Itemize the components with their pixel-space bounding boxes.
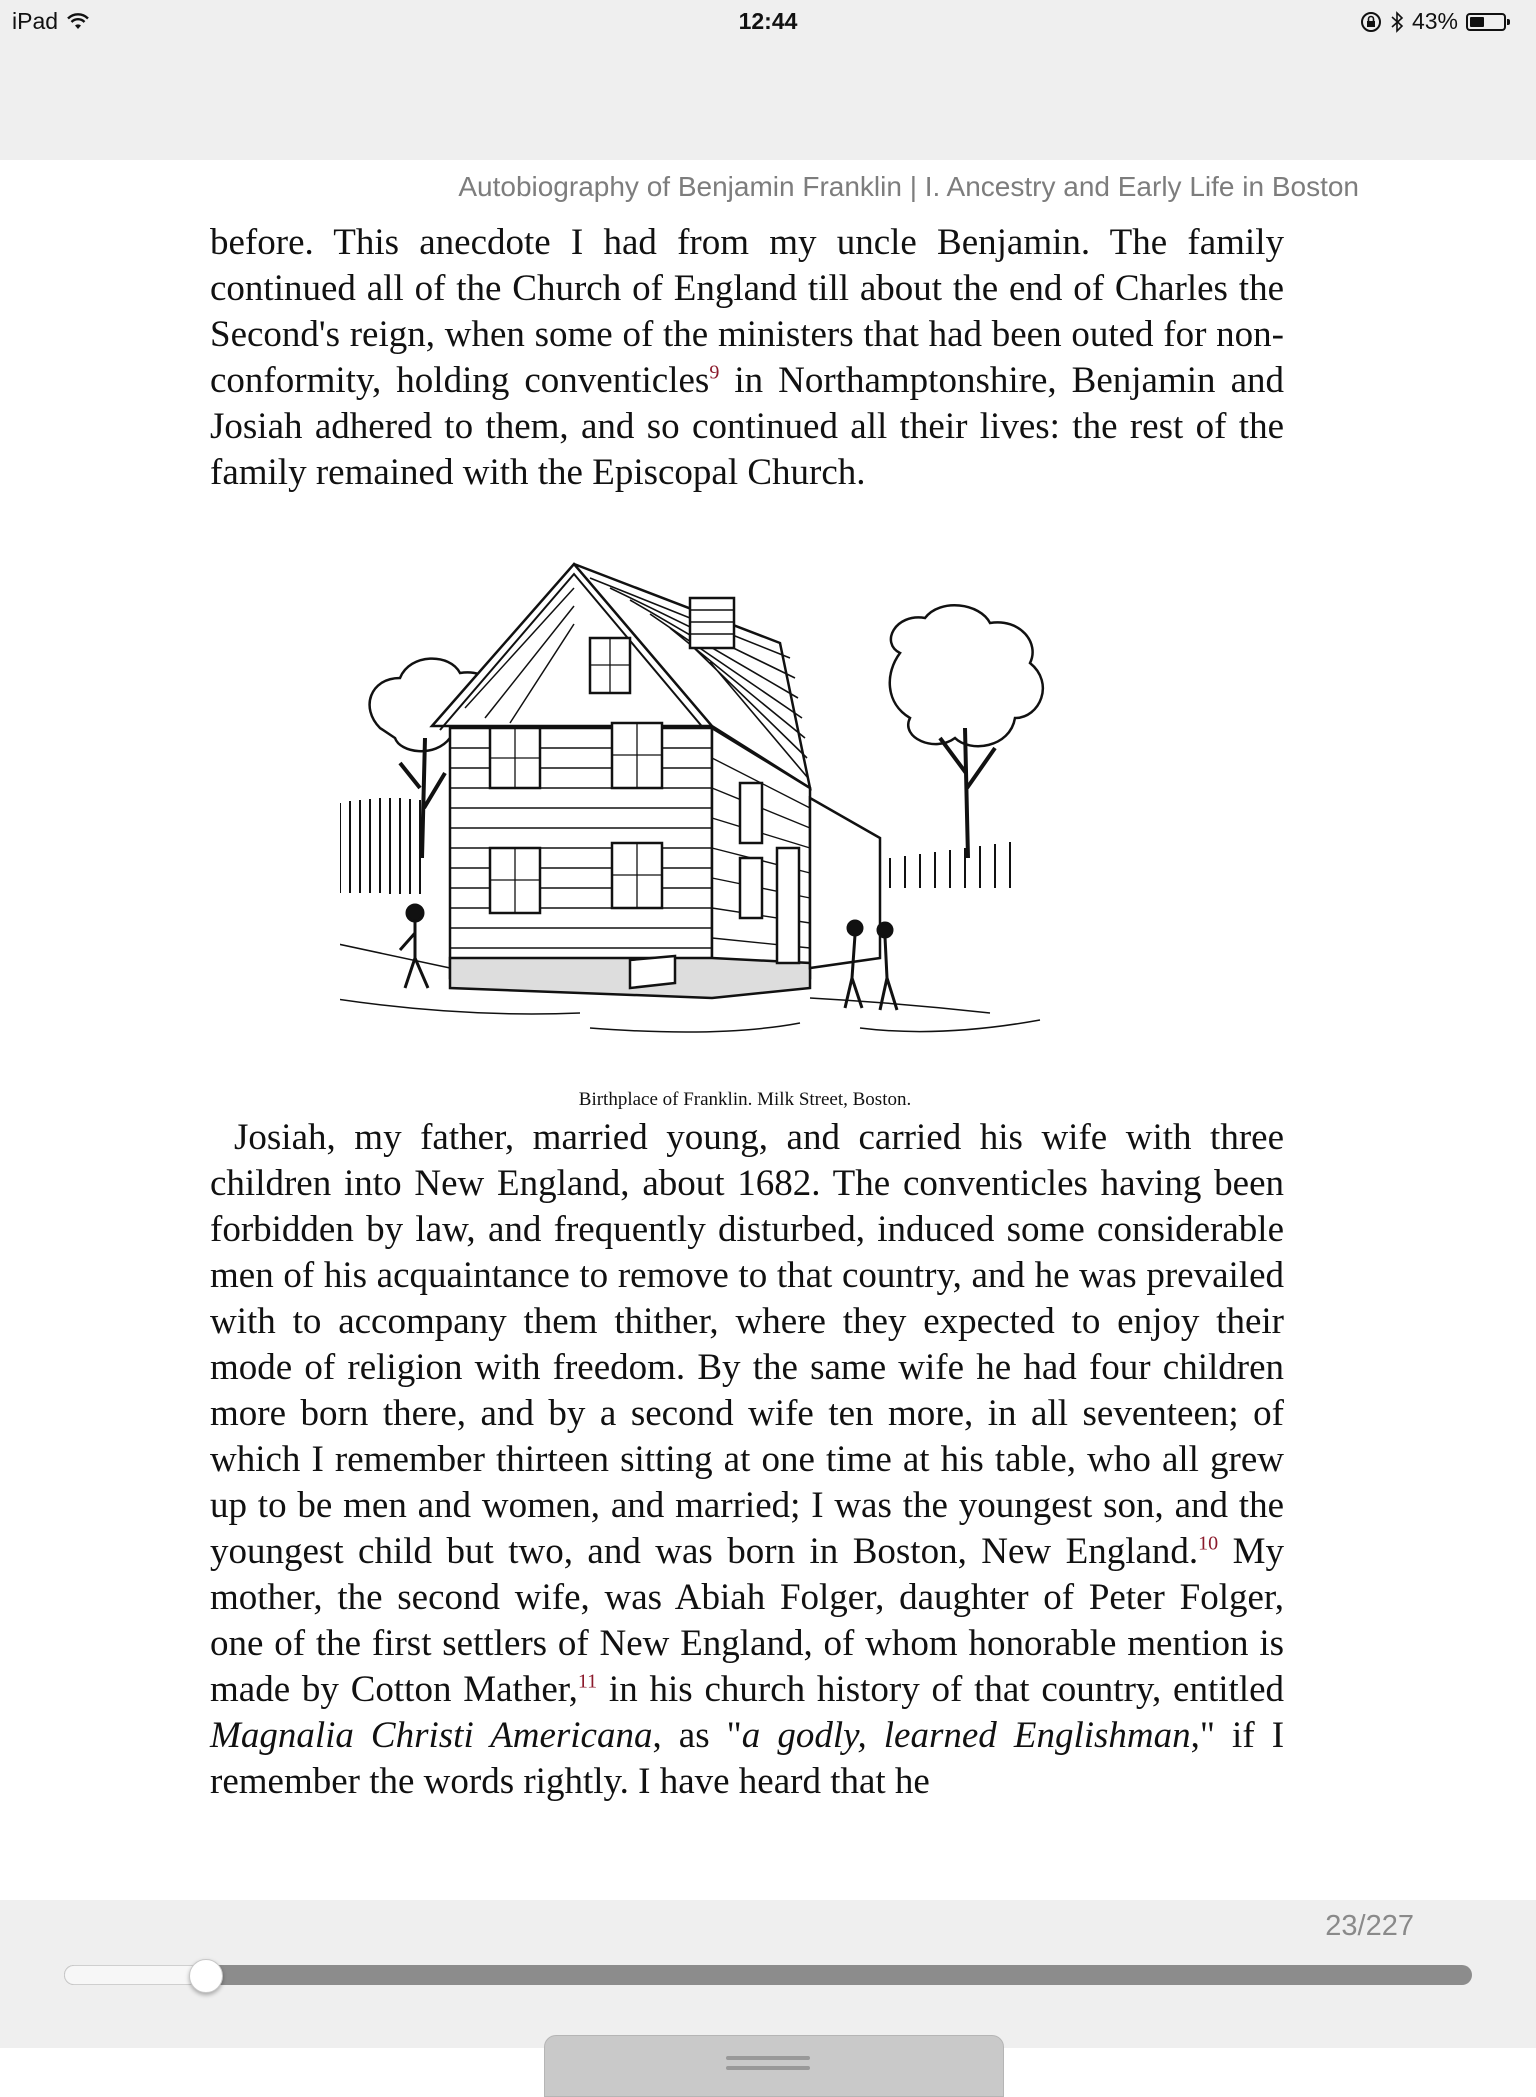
paragraph-josiah: Josiah, my father, married young, and carried his wife with three children into New England, about 1682. The conventicles having been forbidden by law, and frequently disturbed, induced some considerable men of his acquaintance to remove to that country, and he was prevailed with to accompany them thither, where they expected to enjoy their mode of religion with freedom. By the same wife he had four children more born there, and by a second wife ten more, in all seventeen; of which I remember thirteen sitting at one time at his table, who all grew up to be men and women, and married; I was the youngest son, and the youngest child but two, and was born in Boston, New England.$^{10}$ My mother, the second wife, was Abiah Folger, daughter of Peter Folger, one of the first settlers of New England, of whom honorable mention is made by Cotton Mather,$^{11}$ in his church history of that country, entitled Magnalia Christi Americana, as "a godly, learned Englishman," if I remember the words rightly. I have heard that he bbox=[210, 1117, 1285, 1802]
footnote-link-10[interactable]: 10 bbox=[1198, 1532, 1219, 1555]
footnote-link-9[interactable]: 9 bbox=[709, 361, 720, 384]
reader-bottom-toolbar bbox=[0, 1900, 1536, 2048]
device-name: iPad bbox=[12, 8, 59, 34]
grabber-icon bbox=[726, 2056, 810, 2076]
birthplace-illustration bbox=[340, 558, 1140, 1048]
battery-icon bbox=[1466, 13, 1506, 31]
status-time: 12:44 bbox=[738, 8, 798, 34]
footnote-link-11[interactable]: 11 bbox=[577, 1670, 598, 1693]
page-slider-track[interactable] bbox=[64, 1965, 1472, 1985]
status-right bbox=[1360, 8, 1506, 35]
reader-top-toolbar[interactable] bbox=[0, 42, 1536, 160]
bluetooth-icon bbox=[1390, 11, 1404, 33]
page-counter: 23/227 bbox=[1325, 1910, 1414, 1942]
page-slider-thumb[interactable] bbox=[189, 1959, 223, 1993]
status-bar bbox=[0, 0, 1536, 42]
illustration-caption: Birthplace of Franklin. Milk Street, Boston. bbox=[578, 1089, 912, 1110]
running-head: Autobiography of Benjamin Franklin | I. Ancestry and Early Life in Boston bbox=[458, 171, 1359, 202]
battery-fill bbox=[1470, 17, 1484, 27]
battery-percent: 43% bbox=[1411, 8, 1458, 34]
orientation-lock-icon bbox=[1360, 11, 1382, 33]
page-slider-progress bbox=[64, 1965, 206, 1985]
paragraph-continued: before. This anecdote I had from my uncle Benjamin. The family continued all of the Church of England till about the end of Charles the Second's reign, when some of the ministers that had been outed for non-conformity, holding conventicles$^9$ in Northamptonshire, Benjamin and Josiah adhered to them, and so continued all their lives: the rest of the family remained with the Episcopal Church. bbox=[210, 222, 1284, 493]
